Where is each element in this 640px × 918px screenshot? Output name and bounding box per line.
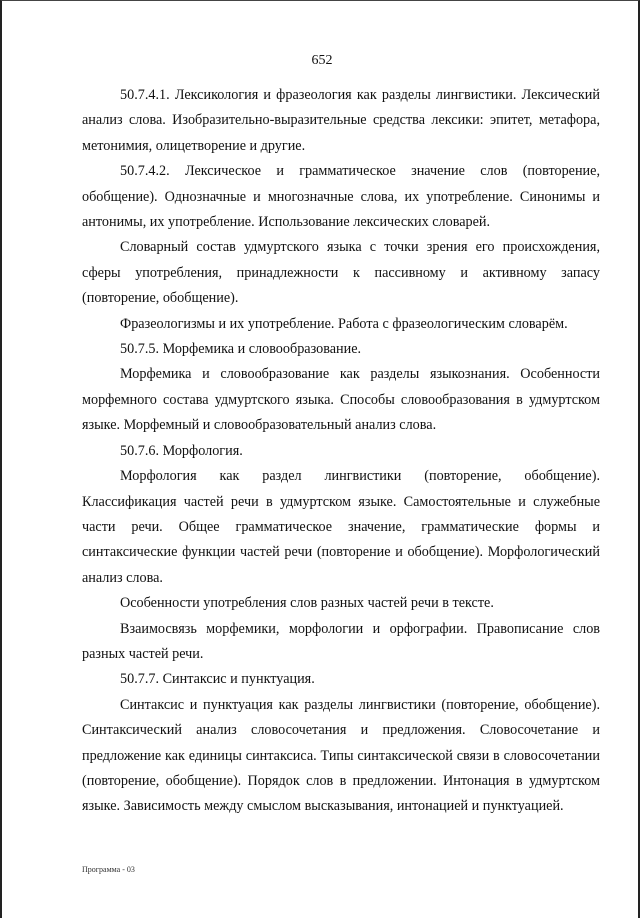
- paragraph: Фразеологизмы и их употребление. Работа с фразеологическим словарём.: [120, 315, 568, 332]
- paragraph: Словарный состав удмуртского языка с точки зрения его происхождения, сферы употребления, принадлежности к пассивному и активному запасу (повторение, обобщение).: [82, 239, 600, 307]
- paragraph: Синтаксис и пунктуация как разделы лингвистики (повторение, обобщение). Синтаксический анализ словосочетания и предложения. Словосочетание и предложение как единицы синтаксиса. Типы синтаксической связи в словосочетании (повторение, обобщение). Порядок слов в предложении. Интонация в удмуртском языке. Зависимость между смыслом высказывания, интонацией и пунктуацией.: [82, 696, 600, 815]
- paragraph: 50.7.4.1. Лексикология и фразеология как разделы лингвистики. Лексический анализ слова. Изобразительно-выразительные средства лексики: эпитет, метафора, метонимия, олицетворение и другие.: [82, 87, 600, 154]
- section-heading: 50.7.5. Морфемика и словообразование.: [120, 341, 362, 358]
- footer-label: Программа - 03: [82, 865, 135, 874]
- paragraph: Морфология как раздел лингвистики (повторение, обобщение). Классификация частей речи в удмуртском языке. Самостоятельные и служебные части речи. Общее грамматическое значение, грамматические формы и синтаксические функции частей речи (повторение и обобщение). Морфологический анализ слова.: [82, 468, 600, 586]
- document-body: [82, 83, 600, 820]
- paragraph: Особенности употребления слов разных частей речи в тексте.: [120, 595, 494, 612]
- paragraph: Морфемика и словообразование как разделы языкознания. Особенности морфемного состава удмуртского языка. Способы словообразования в удмуртском языке. Морфемный и словообразовательный анализ слова.: [82, 366, 600, 434]
- section-heading: 50.7.7. Синтаксис и пунктуация.: [120, 671, 315, 688]
- page-number: 652: [311, 53, 333, 68]
- section-heading: 50.7.6. Морфология.: [120, 442, 243, 459]
- paragraph: 50.7.4.2. Лексическое и грамматическое значение слов (повторение, обобщение). Однозначные и многозначные слова, их употребление. Синонимы и антонимы, их употребление. Использование лексических словарей.: [82, 163, 600, 231]
- paragraph: Взаимосвязь морфемики, морфологии и орфографии. Правописание слов разных частей речи.: [82, 620, 600, 662]
